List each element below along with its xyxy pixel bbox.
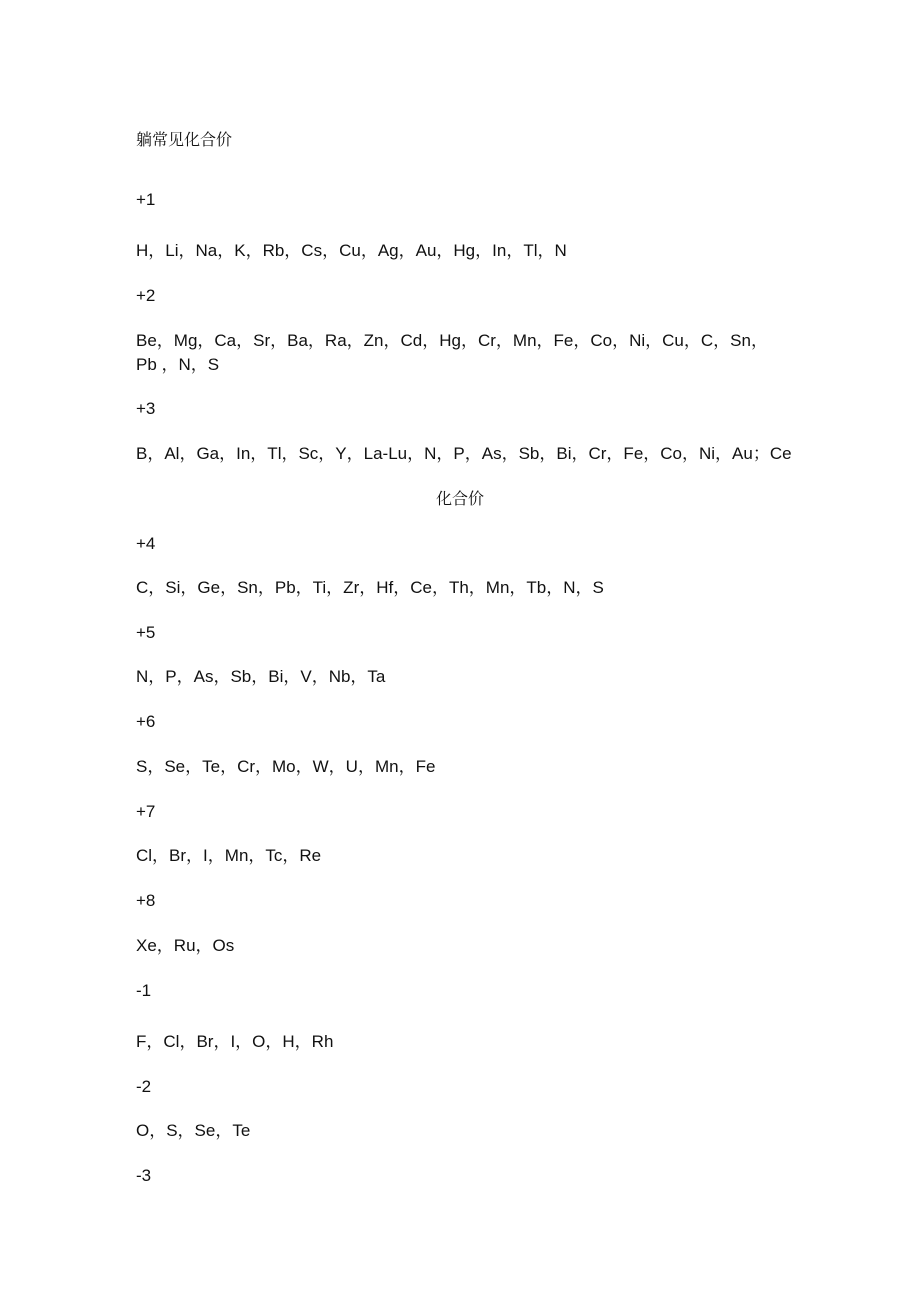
element-list-plus-3: B，Al，Ga，In，Tl，Sc，Y，La-Lu，N，P，As，Sb，Bi，Cr，Fe，Co，Ni，Au；Ce [136,444,792,463]
valence-label-plus-5: +5 [136,623,156,642]
valence-label-minus-2: -2 [136,1077,152,1096]
element-list-minus-1: F，Cl，Br，I，O，H，Rh [136,1032,334,1051]
valence-label-plus-2: +2 [136,286,156,305]
element-list-plus-2: Be，Mg，Ca，Sr，Ba，Ra，Zn，Cd，Hg，Cr，Mn，Fe，Co，Ni，Cu，C，Sn，Pb ，N，S [136,331,768,374]
document-title: 躺常见化合价 [136,130,233,149]
element-list-plus-7: Cl，Br，I，Mn，Tc，Re [136,846,322,865]
valence-label-plus-3: +3 [136,399,156,418]
valence-label-plus-1: +1 [136,190,156,209]
valence-label-plus-8: +8 [136,891,156,910]
element-list-plus-8: Xe，Ru，Os [136,936,235,955]
valence-label-plus-4: +4 [136,534,156,553]
valence-label-minus-1: -1 [136,981,152,1000]
element-list-plus-4: C，Si，Ge，Sn，Pb，Ti，Zr，Hf，Ce，Th，Mn，Tb，N，S [136,578,604,597]
valence-label-plus-7: +7 [136,802,156,821]
center-heading: 化合价 [435,489,484,508]
element-list-plus-1: H，Li，Na，K，Rb，Cs，Cu，Ag，Au，Hg，In，Tl，N [136,241,567,260]
element-list-plus-6: S，Se，Te，Cr，Mo，W，U，Mn，Fe [136,757,436,776]
element-list-plus-5: N，P，As，Sb，Bi，V，Nb，Ta [136,667,386,686]
valence-label-minus-3: -3 [136,1166,152,1185]
element-list-minus-2: O，S，Se，Te [136,1121,251,1140]
valence-label-plus-6: +6 [136,712,156,731]
